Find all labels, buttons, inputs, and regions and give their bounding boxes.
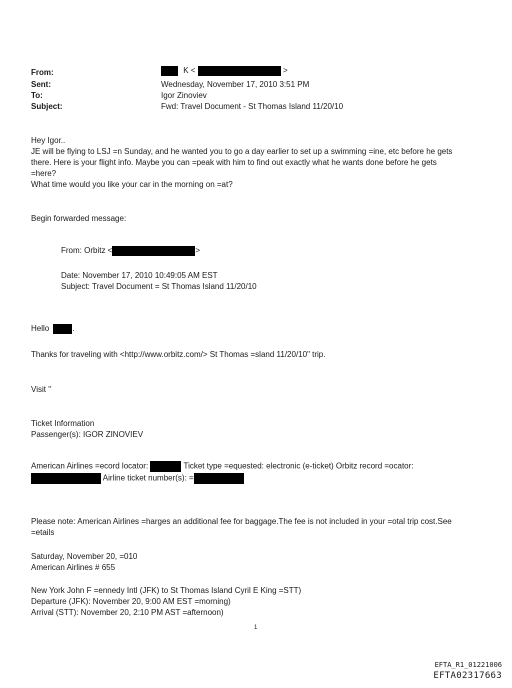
record-locator-line: [31, 461, 414, 472]
subject-value: Fwd: Travel Document - St Thomas Island 11/20/10: [161, 102, 344, 111]
redaction-block: [161, 66, 178, 76]
body-line: =here?: [31, 169, 57, 178]
body-line: there. Here is your flight info. Maybe you can =peak with him to find out exactly what he wants done before he gets: [31, 158, 437, 167]
airline-ticket-label: Airline ticket number(s): =: [102, 473, 194, 483]
to-label: To:: [31, 91, 43, 100]
body-line: JE will be flying to LSJ =n Sunday, and he wanted you to go a day earlier to set up a swimming =ine, etc before he gets: [31, 147, 453, 156]
aa-locator-label: American Airlines =ecord locator:: [31, 461, 149, 471]
forwarded-from: [61, 246, 200, 256]
departure: Departure (JFK): November 20, 9:00 AM EST =morning): [31, 597, 231, 606]
hello-line: [31, 324, 75, 334]
redaction-block: [31, 473, 101, 484]
airline-ticket-line: [31, 473, 244, 484]
bates-number-2: EFTA02317663: [433, 671, 502, 681]
ticket-type: Ticket type =equested: electronic (e-ticket) Orbitz record =ocator:: [183, 461, 414, 471]
forwarded-subject: Subject: Travel Document = St Thomas Island 11/20/10: [61, 282, 257, 291]
arrival: Arrival (STT): November 20, 2:10 PM AST =afternoon): [31, 608, 224, 617]
hello-suffix: .: [72, 324, 75, 334]
from-label: From:: [31, 68, 54, 77]
flight-date: Saturday, November 20, =010: [31, 552, 138, 561]
redaction-block: [194, 473, 244, 484]
body-line: What time would you like your car in the morning on =at?: [31, 180, 233, 189]
sent-label: Sent:: [31, 80, 51, 89]
subject-label: Subject:: [31, 102, 63, 111]
forwarded-from-suffix: >: [195, 246, 201, 256]
from-prefix: K <: [183, 66, 196, 76]
redaction-block: [53, 324, 75, 334]
ticket-info-heading: Ticket Information: [31, 419, 95, 428]
note-line: =etails: [31, 528, 55, 537]
hello-text: Hello: [31, 324, 50, 334]
redaction-block: [112, 246, 195, 256]
visit-line: Visit ": [31, 385, 52, 394]
redaction-block: [198, 66, 281, 76]
greeting: Hey Igor..: [31, 136, 66, 145]
passengers: Passenger(s): IGOR ZINOVIEV: [31, 430, 144, 439]
sent-value: Wednesday, November 17, 2010 3:51 PM: [161, 80, 310, 89]
from-suffix: >: [282, 66, 288, 76]
page-number: 1: [254, 625, 258, 631]
begin-forwarded: Begin forwarded message:: [31, 214, 127, 223]
to-value: Igor Zinoviev: [161, 91, 207, 100]
bates-number-1: EFTA_R1_01221006: [434, 661, 502, 669]
thanks-line: Thanks for traveling with <http://www.orbitz.com/> St Thomas =sland 11/20/10" trip.: [31, 350, 326, 359]
flight-number: American Airlines # 655: [31, 563, 116, 572]
forwarded-from-prefix: From: Orbitz <: [61, 246, 113, 256]
from-value: [161, 66, 288, 76]
redaction-block: [150, 461, 181, 472]
flight-route: New York John F =ennedy Intl (JFK) to St Thomas Island Cyril E King =STT): [31, 586, 302, 595]
forwarded-date: Date: November 17, 2010 10:49:05 AM EST: [61, 271, 218, 280]
note-line: Please note: American Airlines =harges an additional fee for baggage.The fee is not included in your =otal trip cost.See: [31, 517, 452, 526]
